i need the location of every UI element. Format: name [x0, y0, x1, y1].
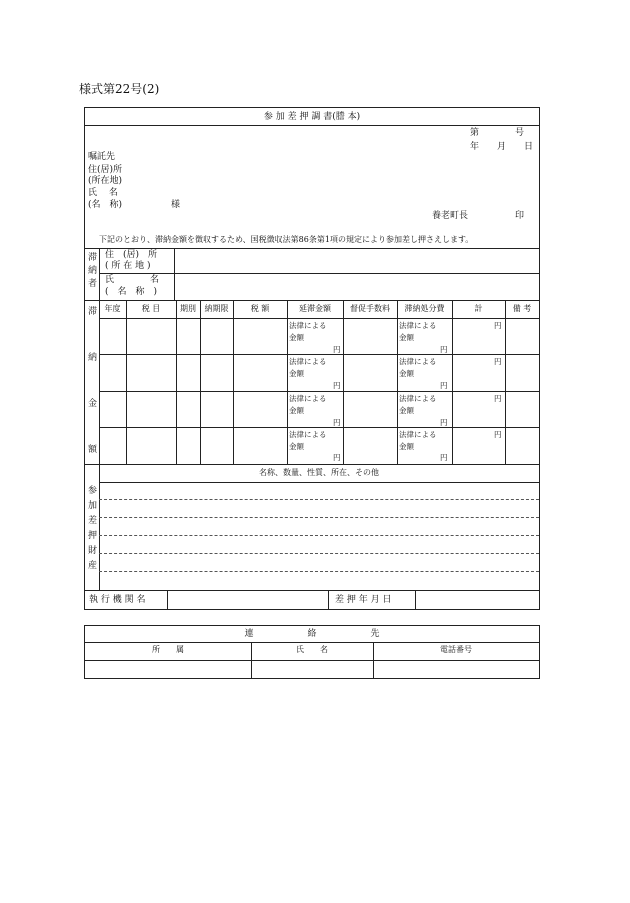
amount-side-label: 滞 納 金 額: [87, 307, 97, 455]
property-side-label: 参 加 差 押 財 産: [87, 486, 97, 571]
document-title: 参 加 差 押 調 書(謄 本): [263, 112, 361, 122]
header-total: 計: [474, 304, 483, 313]
header-tax-item: 税 目: [141, 304, 161, 313]
delinquent-name-label: 氏 名: [105, 275, 160, 285]
execution-agency-label: 執 行 機 関 名: [89, 595, 146, 605]
issuer-name: 養老町長: [432, 211, 469, 221]
document-number-label: 第 号: [470, 128, 525, 138]
seizure-date-label: 差 押 年 月 日: [335, 595, 392, 605]
header-remarks: 備 考: [512, 304, 532, 313]
contact-name-header: 氏 名: [296, 645, 328, 654]
addressee-name-label: 氏 名: [88, 188, 118, 198]
addressee-honorific: 様: [171, 200, 181, 210]
form-number-label: 様式第22号(2): [79, 82, 160, 96]
header-due-date: 納期限: [204, 304, 229, 313]
document-date-label: 年 月 日: [470, 142, 534, 152]
delinquent-side-label: 滞 納 者: [87, 253, 97, 289]
addressee-location-label: (所在地): [88, 176, 123, 186]
addressee-title-label: (名 称): [88, 200, 123, 210]
header-tax-amount: 税 額: [250, 304, 270, 313]
header-late-fee: 延滞金額: [299, 304, 331, 313]
header-disposition-fee: 滞納処分費: [404, 304, 445, 313]
contact-title: 連 絡 先: [244, 629, 380, 639]
addressee-address-label: 住(居)所: [88, 165, 123, 175]
header-fiscal-year: 年度: [104, 304, 121, 313]
contact-phone-header: 電話番号: [440, 645, 472, 654]
header-reminder-fee: 督促手数料: [350, 304, 390, 313]
statement-text: 下記のとおり、滞納金額を徴収するため、国税徴収法第86条第1項の規定により参加差し押さえします。: [99, 235, 474, 244]
addressee-heading: 嘱託先: [88, 152, 116, 162]
delinquent-address-label: 住 (居) 所: [105, 250, 158, 260]
header-period: 期別: [180, 304, 196, 313]
delinquent-title-label: ( 名 称 ): [105, 287, 158, 297]
attachment-record-form: 参 加 差 押 調 書(謄 本) 第 号 年 月 日 嘱託先 住(居)所 (所在地) 氏 名 (名 称) 様 養老町長 印 下記のとおり、滞納金額を徴収するため、国税徴収法第86条第1項の規定により参加差し押さえします。 滞 納 者 住 (居) 所 ( 所 在 地 ) 氏 名 ( 名 称 ) 滞 納 金 額 年度 税 目 期別 納期限 税 額 延滞金額 督促手数料 滞納処分費 計 備 考 法律による 金額 円 法律による 金額 円 円 法律による 金額 円 法律による 金額 円 円 法律による 金額 円 法律による 金額 円 円 法律による 金額 円 法律による 金額 円 円 参 加 差 押 財 産 名称、数量、性質、所在、その他 執 行 機 関 名 差 押 年 月 日: [84, 107, 540, 610]
contact-table: [84, 625, 540, 679]
issuer-seal: 印: [515, 211, 525, 221]
property-header: 名称、数量、性質、所在、その他: [259, 468, 379, 477]
delinquent-location-label: ( 所 在 地 ): [105, 261, 151, 271]
contact-affiliation-header: 所 属: [152, 645, 184, 654]
